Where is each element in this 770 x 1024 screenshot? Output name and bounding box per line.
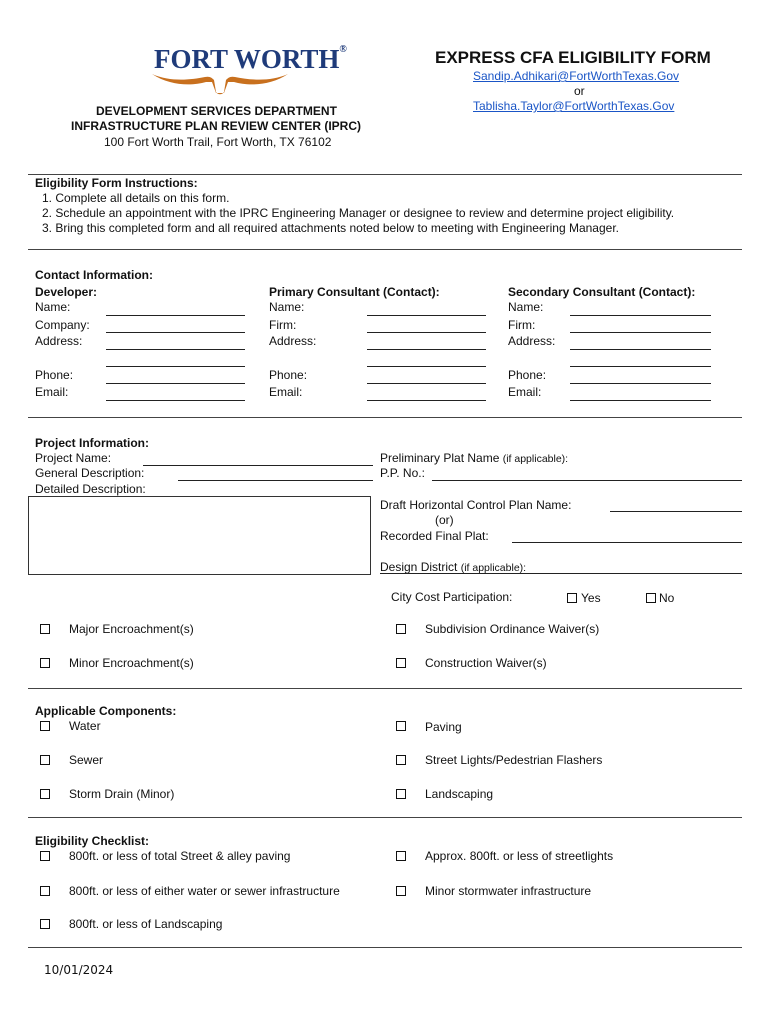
or-text: or [574, 84, 585, 98]
street-lights-checkbox[interactable] [396, 755, 406, 765]
secondary-email-field[interactable] [570, 400, 711, 401]
sewer-label: Sewer [69, 753, 104, 767]
pp-no-field[interactable] [432, 480, 742, 481]
stormwater-label: Minor stormwater infrastructure [425, 884, 592, 898]
plat-name-note: (if applicable): [502, 453, 569, 465]
design-district-text: Design District [380, 560, 458, 574]
primary-address-field-2[interactable] [367, 366, 486, 367]
design-district-field[interactable] [380, 573, 742, 574]
secondary-email-label: Email: [508, 385, 542, 399]
instruction-item: 2. Schedule an appointment with the IPRC Engineering Manager or designee to review and determine project eligibility. [42, 206, 675, 220]
contact-heading: Contact Information: [35, 268, 153, 282]
secondary-phone-label: Phone: [508, 368, 547, 382]
divider [28, 947, 742, 948]
secondary-consultant-heading: Secondary Consultant (Contact): [508, 285, 696, 299]
project-heading: Project Information: [35, 436, 150, 450]
email-link-taylor[interactable]: Tablisha.Taylor@FortWorthTexas.Gov [473, 99, 675, 113]
secondary-address-label: Address: [508, 334, 556, 348]
form-date: 10/01/2024 [44, 963, 114, 977]
paving-checkbox[interactable] [396, 721, 406, 731]
department-name: DEVELOPMENT SERVICES DEPARTMENT [96, 104, 337, 118]
primary-email-label: Email: [269, 385, 303, 399]
longhorn-logo-icon [150, 68, 290, 96]
primary-email-field[interactable] [367, 400, 486, 401]
developer-address-field-2[interactable] [106, 366, 245, 367]
divider [28, 417, 742, 418]
developer-name-field[interactable] [106, 315, 245, 316]
instruction-item: 3. Bring this completed form and all required attachments noted below to meeting with Engineering Manager. [42, 221, 619, 235]
developer-email-label: Email: [35, 385, 69, 399]
city-cost-yes-label: Yes [581, 591, 601, 605]
landscaping-label: Landscaping [425, 787, 494, 801]
stormwater-checkbox[interactable] [396, 886, 406, 896]
primary-phone-field[interactable] [367, 383, 486, 384]
plat-name-label [380, 451, 568, 465]
paving-length-label: 800ft. or less of total Street & alley paving [69, 849, 291, 863]
pp-no-label: P.P. No.: [380, 466, 425, 480]
divider [28, 174, 742, 175]
department-address: 100 Fort Worth Trail, Fort Worth, TX 76102 [104, 135, 332, 149]
landscaping-length-checkbox[interactable] [40, 919, 50, 929]
draft-plan-field[interactable] [610, 511, 742, 512]
landscaping-length-label: 800ft. or less of Landscaping [69, 917, 223, 931]
major-encroachment-checkbox[interactable] [40, 624, 50, 634]
developer-company-field[interactable] [106, 332, 245, 333]
detailed-description-box[interactable] [28, 496, 371, 575]
storm-drain-checkbox[interactable] [40, 789, 50, 799]
secondary-address-field-2[interactable] [570, 366, 711, 367]
paving-length-checkbox[interactable] [40, 851, 50, 861]
primary-name-label: Name: [269, 300, 305, 314]
center-name: INFRASTRUCTURE PLAN REVIEW CENTER (IPRC) [71, 119, 361, 133]
developer-address-label: Address: [35, 334, 83, 348]
city-cost-no-label: No [659, 591, 675, 605]
construction-waiver-checkbox[interactable] [396, 658, 406, 668]
city-cost-yes-checkbox[interactable] [567, 593, 577, 603]
paving-label: Paving [425, 720, 462, 734]
water-label: Water [69, 719, 101, 733]
developer-company-label: Company: [35, 318, 90, 332]
storm-drain-label: Storm Drain (Minor) [69, 787, 175, 801]
general-description-label: General Description: [35, 466, 145, 480]
primary-firm-field[interactable] [367, 332, 486, 333]
construction-waiver-label: Construction Waiver(s) [425, 656, 547, 670]
minor-encroachment-checkbox[interactable] [40, 658, 50, 668]
water-sewer-length-checkbox[interactable] [40, 886, 50, 896]
plat-name-text: Preliminary Plat Name [380, 451, 500, 465]
developer-phone-label: Phone: [35, 368, 74, 382]
developer-heading: Developer: [35, 285, 98, 299]
water-checkbox[interactable] [40, 721, 50, 731]
project-name-label: Project Name: [35, 451, 112, 465]
subdivision-waiver-label: Subdivision Ordinance Waiver(s) [425, 622, 600, 636]
primary-address-field[interactable] [367, 349, 486, 350]
checklist-heading: Eligibility Checklist: [35, 834, 150, 848]
primary-phone-label: Phone: [269, 368, 308, 382]
design-district-label [380, 560, 526, 574]
streetlights-length-checkbox[interactable] [396, 851, 406, 861]
design-district-note: (if applicable): [460, 562, 527, 574]
landscaping-checkbox[interactable] [396, 789, 406, 799]
secondary-firm-field[interactable] [570, 332, 711, 333]
secondary-firm-label: Firm: [508, 318, 536, 332]
minor-encroachment-label: Minor Encroachment(s) [69, 656, 194, 670]
subdivision-waiver-checkbox[interactable] [396, 624, 406, 634]
divider [28, 688, 742, 689]
secondary-name-field[interactable] [570, 315, 711, 316]
secondary-address-field[interactable] [570, 349, 711, 350]
primary-name-field[interactable] [367, 315, 486, 316]
secondary-name-label: Name: [508, 300, 544, 314]
registered-mark: ® [339, 44, 347, 55]
recorded-plat-label: Recorded Final Plat: [380, 529, 489, 543]
logo-text: FORT WORTH [154, 44, 340, 74]
major-encroachment-label: Major Encroachment(s) [69, 622, 194, 636]
draft-plan-label: Draft Horizontal Control Plan Name: [380, 498, 572, 512]
secondary-phone-field[interactable] [570, 383, 711, 384]
street-lights-label: Street Lights/Pedestrian Flashers [425, 753, 603, 767]
or-separator: (or) [435, 513, 454, 527]
general-description-field[interactable] [178, 480, 373, 481]
city-cost-no-checkbox[interactable] [646, 593, 656, 603]
divider [28, 249, 742, 250]
streetlights-length-label: Approx. 800ft. or less of streetlights [425, 849, 614, 863]
detailed-description-label: Detailed Description: [35, 482, 146, 496]
water-sewer-length-label: 800ft. or less of either water or sewer infrastructure [69, 884, 340, 898]
developer-email-field[interactable] [106, 400, 245, 401]
instruction-item: 1. Complete all details on this form. [42, 191, 230, 205]
developer-address-field[interactable] [106, 349, 245, 350]
components-heading: Applicable Components: [35, 704, 177, 718]
instructions-heading: Eligibility Form Instructions: [35, 176, 198, 190]
developer-phone-field[interactable] [106, 383, 245, 384]
sewer-checkbox[interactable] [40, 755, 50, 765]
email-link-adhikari[interactable]: Sandip.Adhikari@FortWorthTexas.Gov [473, 69, 680, 83]
divider [28, 817, 742, 818]
primary-address-label: Address: [269, 334, 317, 348]
developer-name-label: Name: [35, 300, 71, 314]
form-title: EXPRESS CFA ELIGIBILITY FORM [435, 48, 711, 67]
project-name-field[interactable] [143, 465, 373, 466]
city-cost-label: City Cost Participation: [391, 590, 513, 604]
recorded-plat-field[interactable] [512, 542, 742, 543]
primary-firm-label: Firm: [269, 318, 297, 332]
primary-consultant-heading: Primary Consultant (Contact): [269, 285, 440, 299]
